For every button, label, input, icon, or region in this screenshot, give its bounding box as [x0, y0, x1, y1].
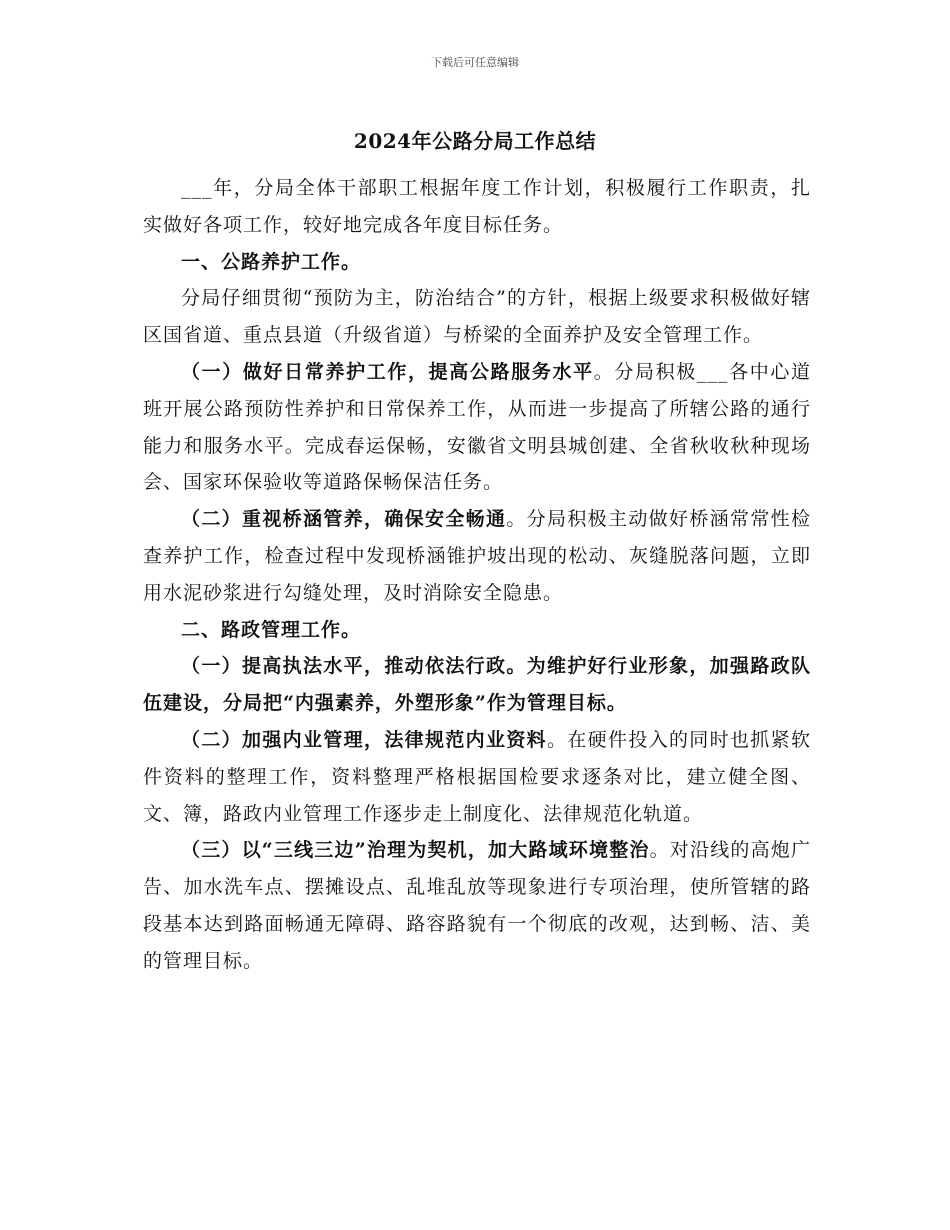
- subsection-lead: （三）以“三线三边”治理为契机，加大路域环境整治: [181, 839, 650, 862]
- subsection-lead: （二）重视桥涵管养，确保安全畅通: [181, 508, 507, 531]
- paragraph-text: 。对沿线的高炮广告、加水洗车点、摆摊设点、乱堆乱放等现象进行专项治理，使所管辖的路段基本达到路面畅通无障碍、路容路貌有一个彻底的改观，达到畅、洁、美的管理目标。: [143, 839, 811, 972]
- paragraph-text: ___年，分局全体干部职工根据年度工作计划，积极履行工作职责，扎实做好各项工作，较好地完成各年度目标任务。: [143, 177, 811, 236]
- heading-text: 一、公路养护工作。: [181, 250, 362, 273]
- subsection-1-1: [143, 354, 811, 501]
- subsection-2-1: [143, 648, 811, 722]
- subsection-2-2: [143, 722, 811, 832]
- subsection-1-2: [143, 501, 811, 611]
- subsection-lead: （一）做好日常养护工作，提高公路服务水平: [181, 360, 594, 383]
- section-heading-2: [143, 612, 811, 649]
- document-body: [143, 170, 811, 980]
- subsection-lead: （二）加强内业管理，法律规范内业资料: [181, 728, 547, 751]
- paragraph-text: 。在硬件投入的同时也抓紧软件资料的整理工作，资料整理严格根据国检要求逐条对比，建立健全图、文、簿，路政内业管理工作逐步走上制度化、法律规范化轨道。: [143, 728, 811, 825]
- subsection-lead: （一）提高执法水平，推动依法行政。为维护好行业形象，加强路政队伍建设，分局把“内强素养，外塑形象”作为管理目标。: [143, 655, 811, 715]
- section-heading-1: [143, 244, 811, 281]
- subsection-2-3: [143, 832, 811, 979]
- heading-text: 二、路政管理工作。: [181, 618, 362, 641]
- paragraph-text: 。分局积极主动做好桥涵常常性检查养护工作，检查过程中发现桥涵锥护坡出现的松动、灰缝脱落问题，立即用水泥砂浆进行勾缝处理，及时消除安全隐患。: [143, 508, 811, 604]
- paragraph-text: 。分局积极___各中心道班开展公路预防性养护和日常保养工作，从而进一步提高了所辖公路的通行能力和服务水平。完成春运保畅，安徽省文明县城创建、全省秋收秋种现场会、国家环保验收等道路保畅保洁任务。: [143, 360, 811, 494]
- header-note: 下载后可任意编辑: [431, 56, 519, 69]
- paragraph-text: 分局仔细贯彻“预防为主，防治结合”的方针，根据上级要求积极做好辖区国省道、重点县道（升级省道）与桥梁的全面养护及安全管理工作。: [143, 287, 811, 347]
- intro-paragraph: [143, 170, 811, 244]
- section-1-paragraph: [143, 280, 811, 354]
- document-title: 2024年公路分局工作总结: [353, 129, 597, 153]
